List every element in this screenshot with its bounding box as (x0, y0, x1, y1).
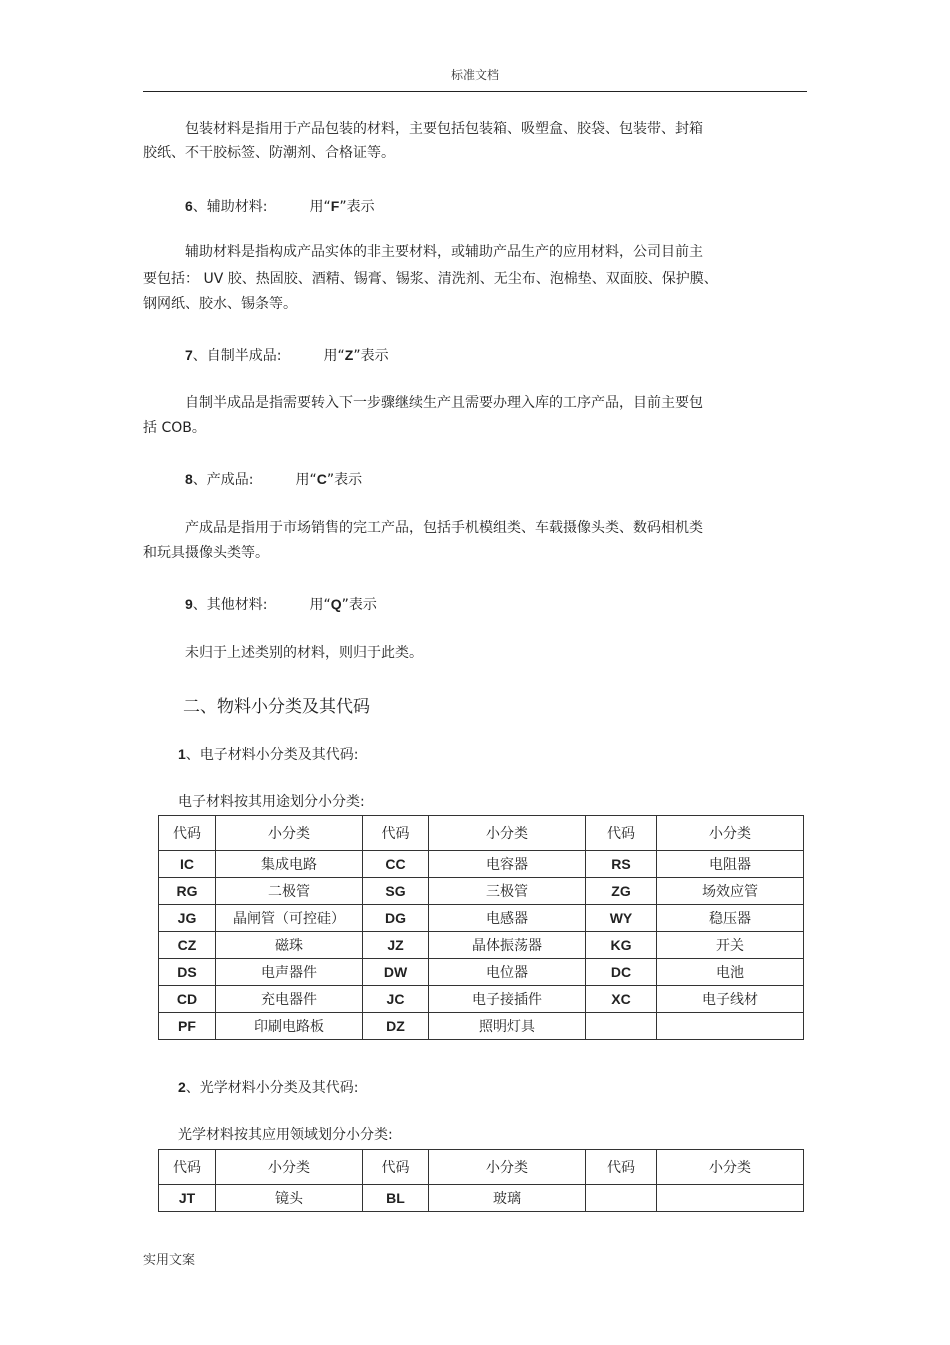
code-cell: RS (586, 851, 657, 878)
item-9-use: 用“ (309, 597, 331, 613)
item-8-name: 、产成品: (192, 472, 254, 488)
optical-table-header-cell: 代码 (586, 1150, 657, 1185)
code-cell: DS (159, 959, 216, 986)
item-6-heading (185, 196, 375, 216)
category-cell: 电容器 (429, 851, 586, 878)
category-cell: 电感器 (429, 905, 586, 932)
category-cell: 三极管 (429, 878, 586, 905)
table-row (159, 986, 804, 1013)
item-9-after: ”表示 (341, 597, 377, 613)
table-row (159, 932, 804, 959)
intro-line-1: 包装材料是指用于产品包装的材料，主要包括包装箱、吸塑盒、胶袋、包装带、封箱 (185, 121, 703, 137)
code-cell: WY (586, 905, 657, 932)
item-7-code: Z (344, 347, 354, 363)
electronic-table-header-cell: 代码 (586, 816, 657, 851)
code-cell: JG (159, 905, 216, 932)
subsection-2-heading (178, 1077, 359, 1097)
electronic-table-header-cell: 小分类 (429, 816, 586, 851)
item-6-number: 6 (185, 198, 193, 214)
electronic-table-header-cell: 小分类 (216, 816, 363, 851)
code-cell (586, 1013, 657, 1040)
item-9-number: 9 (185, 596, 193, 612)
electronic-table-header-cell: 代码 (159, 816, 216, 851)
code-cell: CZ (159, 932, 216, 959)
item-6-name: 、辅助材料: (192, 199, 268, 215)
page-footer: 实用文案 (143, 1253, 196, 1268)
category-cell: 场效应管 (657, 878, 804, 905)
subsection-1-text: 、电子材料小分类及其代码: (185, 747, 359, 763)
category-cell (657, 1013, 804, 1040)
item-6-code: F (330, 198, 340, 214)
code-cell: JC (363, 986, 429, 1013)
code-cell: JZ (363, 932, 429, 959)
item-6-desc-line-3: 钢网纸、胶水、锡条等。 (143, 296, 297, 312)
category-cell: 开关 (657, 932, 804, 959)
code-cell: DG (363, 905, 429, 932)
header-divider (143, 91, 807, 92)
item-8-after: ”表示 (326, 472, 363, 488)
electronic-table-header-cell: 代码 (363, 816, 429, 851)
category-cell: 照明灯具 (429, 1013, 586, 1040)
table-row (159, 959, 804, 986)
optical-table-header-cell: 小分类 (657, 1150, 804, 1185)
subsection-1-heading (178, 744, 359, 764)
section-2-title: 二、物料小分类及其代码 (183, 697, 370, 717)
code-cell: SG (363, 878, 429, 905)
table-row (159, 905, 804, 932)
item-8-heading (185, 469, 362, 489)
subsection-1-caption: 电子材料按其用途划分小分类: (178, 794, 365, 810)
table-row (159, 851, 804, 878)
item-8-desc-line-1: 产成品是指用于市场销售的完工产品，包括手机模组类、车载摄像头类、数码相机类 (185, 520, 703, 536)
category-cell: 电位器 (429, 959, 586, 986)
electronic-table-header-row (159, 816, 804, 851)
item-8-number: 8 (185, 471, 193, 487)
item-9-heading (185, 594, 377, 614)
item-7-heading (185, 345, 389, 365)
code-cell: RG (159, 878, 216, 905)
code-cell: IC (159, 851, 216, 878)
item-6-desc-line-1: 辅助材料是指构成产品实体的非主要材料，或辅助产品生产的应用材料，公司目前主 (185, 244, 703, 260)
code-cell (586, 1185, 657, 1212)
item-9-name: 、其他材料: (192, 597, 268, 613)
code-cell: DC (586, 959, 657, 986)
category-cell: 电池 (657, 959, 804, 986)
electronic-table-header-cell: 小分类 (657, 816, 804, 851)
code-cell: DZ (363, 1013, 429, 1040)
intro-line-2: 胶纸、不干胶标签、防潮剂、合格证等。 (143, 145, 395, 161)
item-8-desc-line-2: 和玩具摄像头类等。 (143, 545, 269, 561)
category-cell: 电声器件 (216, 959, 363, 986)
item-7-name: 、自制半成品: (192, 348, 282, 364)
category-cell: 玻璃 (429, 1185, 586, 1212)
item-6-after: ”表示 (339, 199, 375, 215)
item-7-number: 7 (185, 347, 193, 363)
category-cell (657, 1185, 804, 1212)
code-cell: PF (159, 1013, 216, 1040)
code-cell: CC (363, 851, 429, 878)
code-cell: DW (363, 959, 429, 986)
category-cell: 电阻器 (657, 851, 804, 878)
item-9-desc-line-1: 未归于上述类别的材料，则归于此类。 (185, 645, 423, 661)
page-header-title: 标准文档 (450, 68, 499, 82)
item-6-use: 用“ (309, 199, 331, 215)
category-cell: 磁珠 (216, 932, 363, 959)
category-cell: 晶闸管（可控硅） (216, 905, 363, 932)
item-7-use: 用“ (323, 348, 345, 364)
optical-table-header-cell: 小分类 (429, 1150, 586, 1185)
item-8-use: 用“ (295, 472, 317, 488)
subsection-2-number: 2 (178, 1079, 186, 1095)
table-row (159, 1185, 804, 1212)
subsection-1-number: 1 (178, 746, 186, 762)
code-cell: KG (586, 932, 657, 959)
item-7-desc-line-1: 自制半成品是指需要转入下一步骤继续生产且需要办理入库的工序产品，目前主要包 (185, 395, 703, 411)
optical-table-header-cell: 小分类 (216, 1150, 363, 1185)
table-row (159, 878, 804, 905)
optical-table-header-cell: 代码 (159, 1150, 216, 1185)
item-7-desc-line-2: 括 COB。 (143, 420, 206, 436)
category-cell: 二极管 (216, 878, 363, 905)
category-cell: 镜头 (216, 1185, 363, 1212)
optical-table-header-cell: 代码 (363, 1150, 429, 1185)
category-cell: 稳压器 (657, 905, 804, 932)
code-cell: BL (363, 1185, 429, 1212)
electronic-materials-table (158, 815, 804, 1040)
category-cell: 晶体振荡器 (429, 932, 586, 959)
category-cell: 印刷电路板 (216, 1013, 363, 1040)
code-cell: CD (159, 986, 216, 1013)
item-8-code: C (316, 471, 327, 487)
category-cell: 电子接插件 (429, 986, 586, 1013)
item-6-desc-line-2: 要包括： UV 胶、热固胶、酒精、锡膏、锡浆、清洗剂、无尘布、泡棉垫、双面胶、保护膜、 (143, 271, 718, 287)
category-cell: 电子线材 (657, 986, 804, 1013)
table-row (159, 1013, 804, 1040)
category-cell: 充电器件 (216, 986, 363, 1013)
code-cell: JT (159, 1185, 216, 1212)
code-cell: XC (586, 986, 657, 1013)
category-cell: 集成电路 (216, 851, 363, 878)
subsection-2-text: 、光学材料小分类及其代码: (185, 1080, 359, 1096)
optical-materials-table (158, 1149, 804, 1212)
subsection-2-caption: 光学材料按其应用领域划分小分类: (178, 1127, 393, 1143)
item-9-code: Q (330, 596, 342, 612)
optical-table-header-row (159, 1150, 804, 1185)
code-cell: ZG (586, 878, 657, 905)
item-7-after: ”表示 (353, 348, 389, 364)
